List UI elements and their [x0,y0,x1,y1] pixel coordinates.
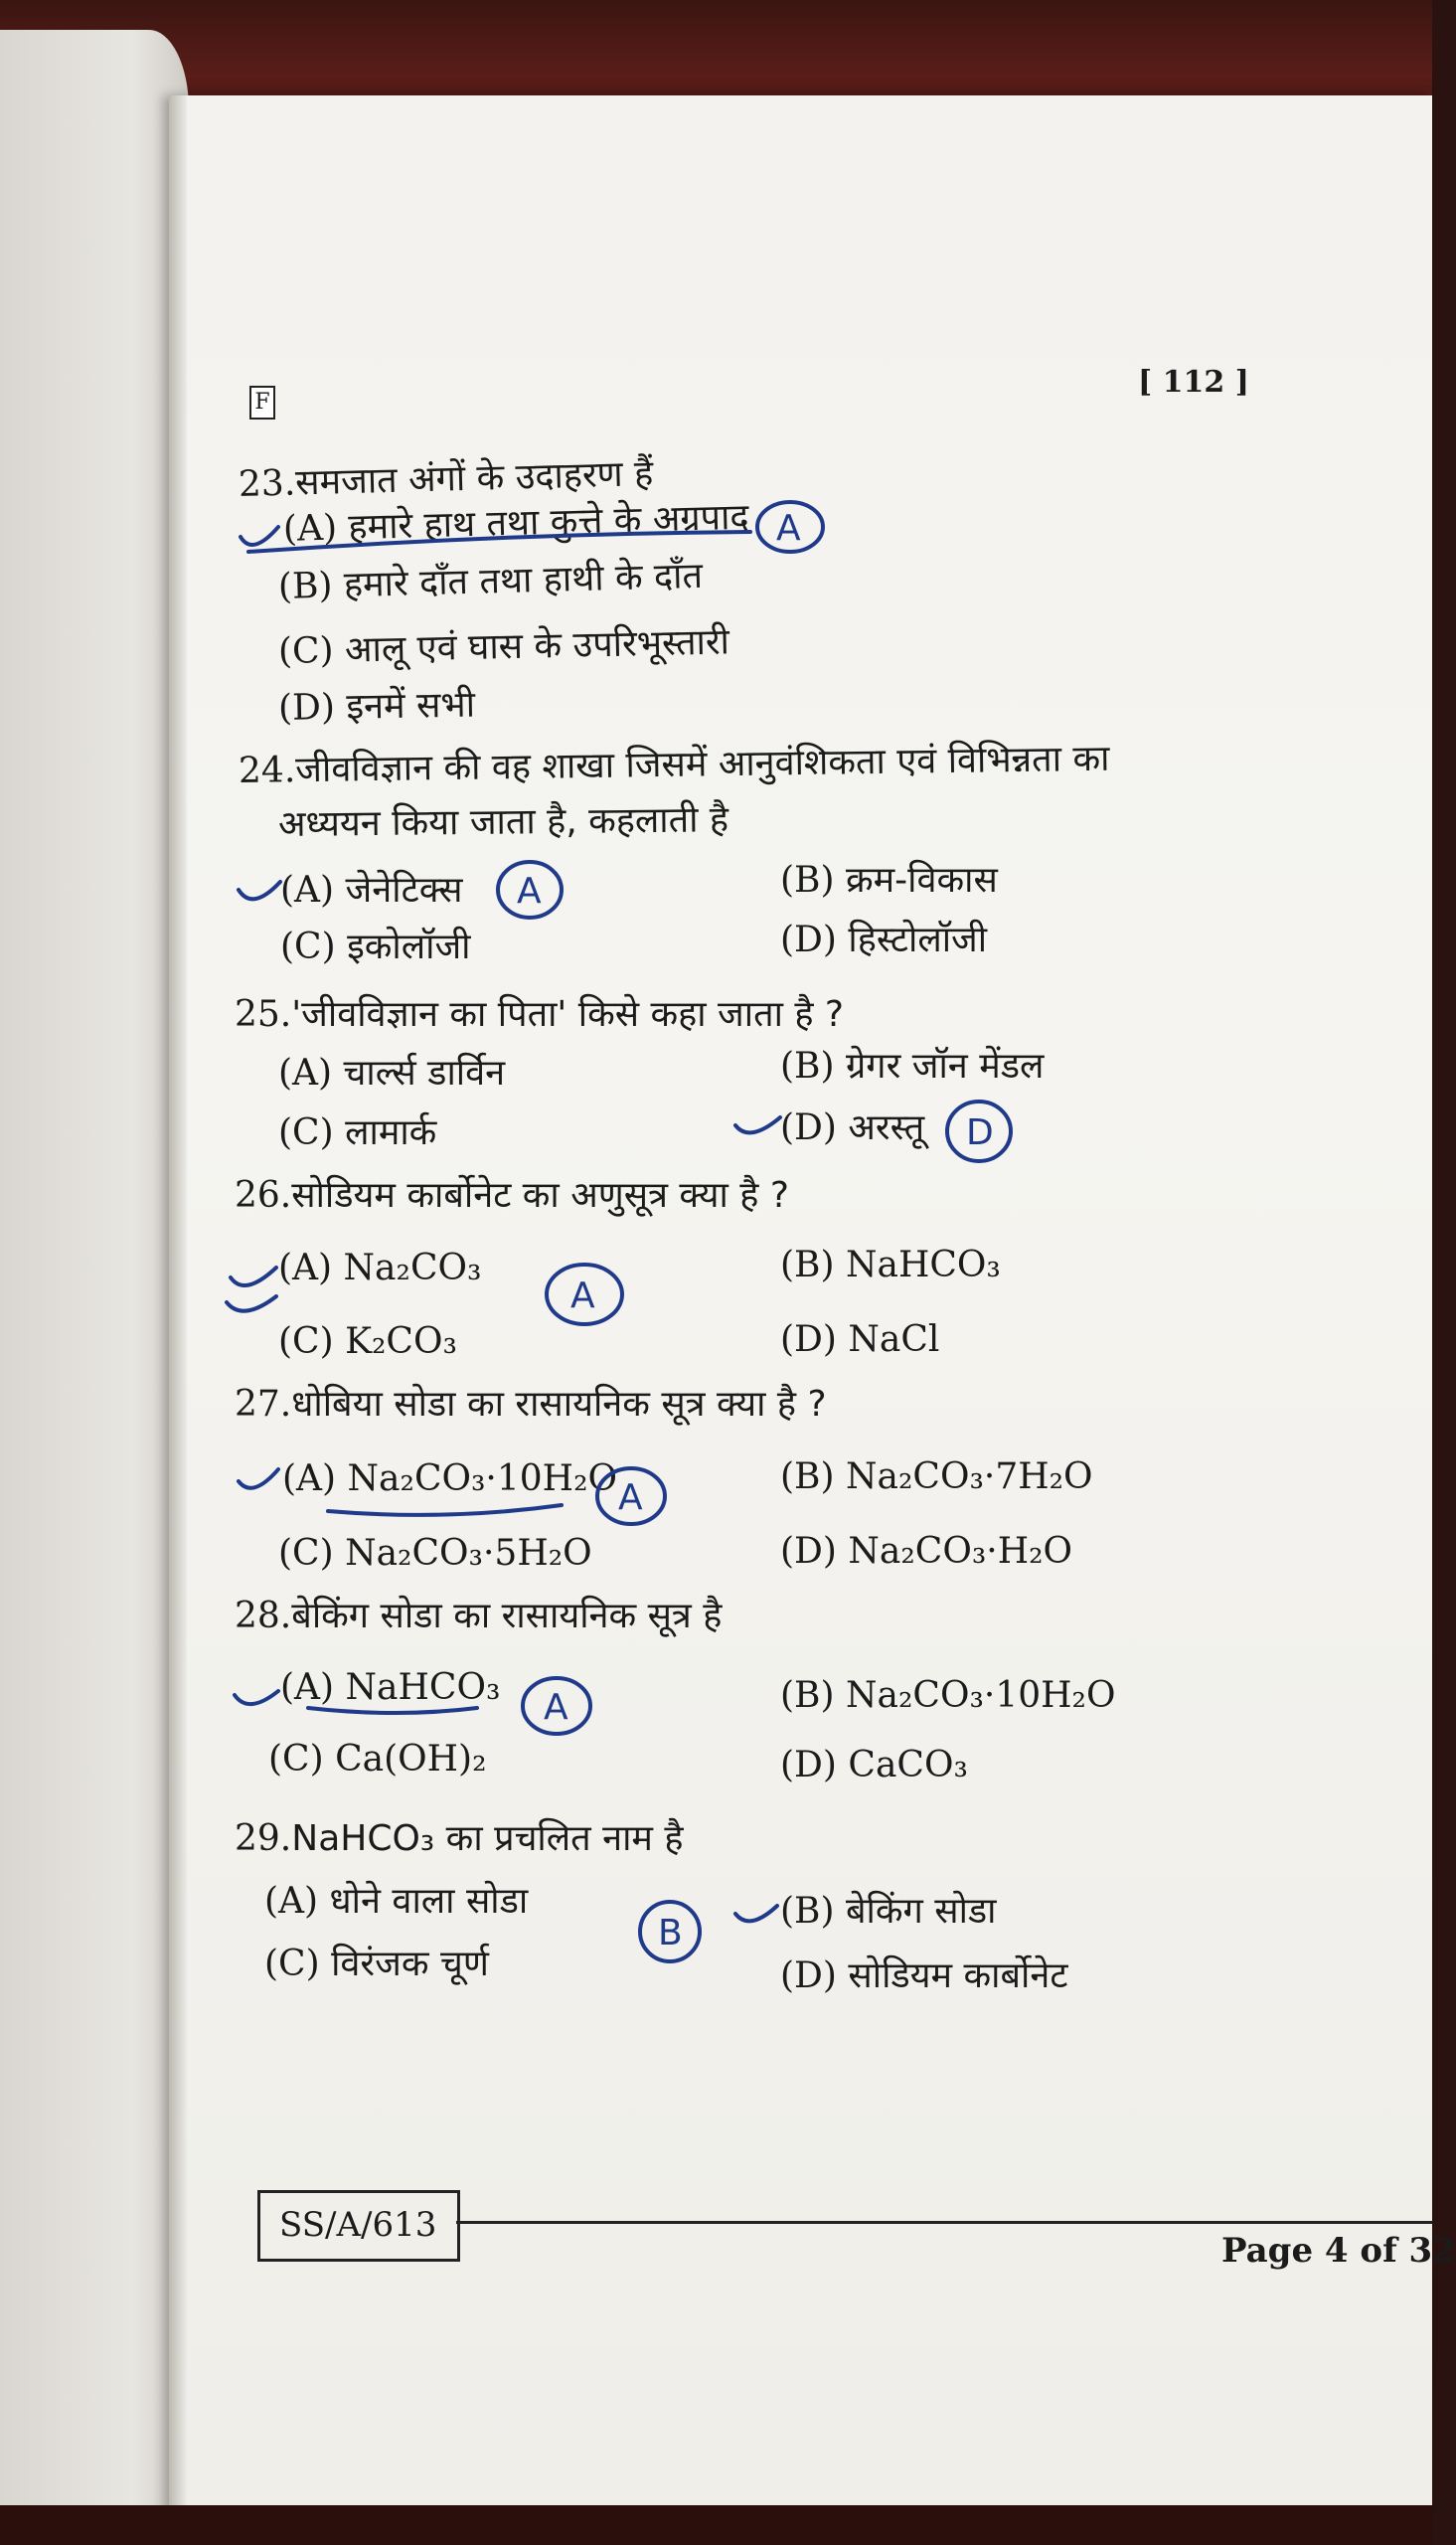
option-25b [780,1046,1045,1087]
option-29c [264,1944,489,1984]
option-label: (D) [780,1531,837,1572]
option-label: (A) [280,1667,335,1708]
option-27a [282,1458,618,1499]
question-text: सोडियम कार्बोनेट का अणुसूत्र क्या है ? [291,1175,789,1216]
question-number: 27. [235,1384,292,1425]
option-25c [278,1112,437,1153]
option-label: (A) [282,1458,337,1499]
option-label: (D) [277,687,336,729]
answer-letter: A [776,508,801,549]
option-label: (D) [780,1745,837,1785]
option-label: (C) [268,1739,324,1780]
question-text: समजात अंगों के उदाहरण हैं [294,453,654,504]
option-text: ग्रेगर जॉन मेंडल [846,1046,1045,1087]
option-25d [780,1107,925,1148]
question-24-line2: अध्ययन किया जाता है, कहलाती है [277,799,729,845]
question-text: बेकिंग सोडा का रासायनिक सूत्र है [291,1596,723,1636]
option-text: NaCl [848,1319,940,1360]
option-26c [278,1321,457,1362]
question-number: 26. [235,1175,292,1216]
booklet-page [169,95,1432,2511]
option-label: (A) [280,870,335,911]
answer-letter: A [570,1275,595,1316]
question-25 [235,994,845,1035]
option-text: आलू एवं घास के उपरिभूस्तारी [344,621,730,671]
option-label: (A) [282,507,338,550]
footer-rule [456,2221,1432,2224]
option-28d [780,1745,968,1785]
question-text: धोबिया सोडा का रासायनिक सूत्र क्या है ? [291,1384,827,1425]
option-text: हमारे दाँत तथा हाथी के दाँत [343,555,704,606]
option-24a [280,870,463,911]
question-text: 'जीवविज्ञान का पिता' किसे कहा जाता है ? [291,994,845,1035]
option-text: K₂CO₃ [345,1321,457,1362]
paper-code: SS/A/613 [279,2205,437,2245]
question-29 [235,1818,684,1859]
answer-letter: A [517,871,542,912]
question-number: 25. [235,994,292,1035]
answer-letter: B [658,1913,683,1953]
answer-letter: A [618,1477,643,1518]
option-label: (A) [264,1881,319,1922]
option-28b [780,1675,1116,1716]
page-spine-shadow [169,95,187,2511]
option-28c [268,1739,487,1780]
background-bottom [0,2505,1432,2545]
option-text: हिस्टोलॉजी [848,920,988,960]
option-text: बेकिंग सोडा [846,1891,997,1932]
option-text: Na₂CO₃·10H₂O [347,1458,618,1499]
option-text: Na₂CO₃·7H₂O [846,1456,1093,1497]
option-label: (C) [278,1112,334,1153]
option-26b [780,1245,1001,1285]
option-27c [278,1533,592,1574]
question-26 [235,1175,789,1216]
question-number: 28. [235,1596,292,1636]
set-code-box: F [249,386,275,420]
option-label: (A) [278,1053,333,1094]
option-label: (B) [780,1046,835,1087]
option-27b [780,1456,1093,1497]
option-text: इनमें सभी [346,684,476,728]
option-23d [277,684,476,729]
option-text: सोडियम कार्बोनेट [848,1955,1068,1996]
option-23c [277,621,730,672]
page-number: Page 4 of 32 [1221,2231,1456,2271]
page-marker: [ 112 ] [1138,365,1249,400]
option-text: क्रम-विकास [846,860,998,901]
option-label: (B) [780,1456,835,1497]
option-label: (B) [277,565,334,607]
question-28 [235,1596,723,1636]
question-text: जीवविज्ञान की वह शाखा जिसमें आनुवंशिकता एवं विभिन्नता का [294,738,1110,791]
option-label: (C) [280,927,336,967]
option-label: (D) [780,1319,837,1360]
option-text: जेनेटिक्स [345,870,463,911]
question-text: NaHCO₃ का प्रचलित नाम है [291,1818,684,1859]
option-text: CaCO₃ [848,1745,968,1785]
question-number: 24. [238,750,296,791]
option-label: (B) [780,860,835,901]
option-label: (D) [780,1955,837,1996]
option-label: (B) [780,1891,835,1932]
option-label: (B) [780,1245,835,1285]
option-text: Na₂CO₃·10H₂O [846,1675,1116,1716]
option-24b [780,860,998,901]
option-28a [280,1667,501,1708]
question-27 [235,1384,827,1425]
option-29b [780,1891,997,1932]
option-text: लामार्क [345,1112,437,1153]
option-text: विरंजक चूर्ण [331,1944,489,1984]
option-label: (C) [278,1321,334,1362]
option-label: (D) [780,920,837,960]
option-text: Ca(OH)₂ [335,1739,487,1780]
question-number: 23. [238,462,296,505]
option-label: (C) [277,629,335,672]
left-page-edge [0,30,189,2545]
option-24c [280,927,471,967]
option-label: (A) [278,1248,333,1288]
option-24d [780,920,988,960]
option-text: हमारे हाथ तथा कुत्ते के अग्रपाद [347,496,749,549]
option-label: (C) [264,1944,320,1984]
answer-letter: A [544,1687,568,1728]
option-label: (D) [780,1107,837,1148]
option-text: Na₂CO₃·H₂O [848,1531,1073,1572]
option-text: Na₂CO₃ [343,1248,482,1288]
option-label: (B) [780,1675,835,1716]
option-25a [278,1053,506,1094]
option-27d [780,1531,1073,1572]
option-text: Na₂CO₃·5H₂O [345,1533,592,1574]
option-text: इकोलॉजी [347,927,471,967]
option-26d [780,1319,940,1360]
option-label: (C) [278,1533,334,1574]
option-26a [278,1248,482,1288]
option-text: NaHCO₃ [345,1667,501,1708]
option-text: अरस्तू [848,1107,925,1148]
option-29d [780,1955,1068,1996]
question-number: 29. [235,1818,292,1859]
answer-letter: D [966,1112,994,1153]
option-text: चार्ल्स डार्विन [343,1053,506,1094]
option-text: NaHCO₃ [846,1245,1001,1285]
option-29a [264,1881,529,1922]
option-text: धोने वाला सोडा [329,1881,529,1922]
